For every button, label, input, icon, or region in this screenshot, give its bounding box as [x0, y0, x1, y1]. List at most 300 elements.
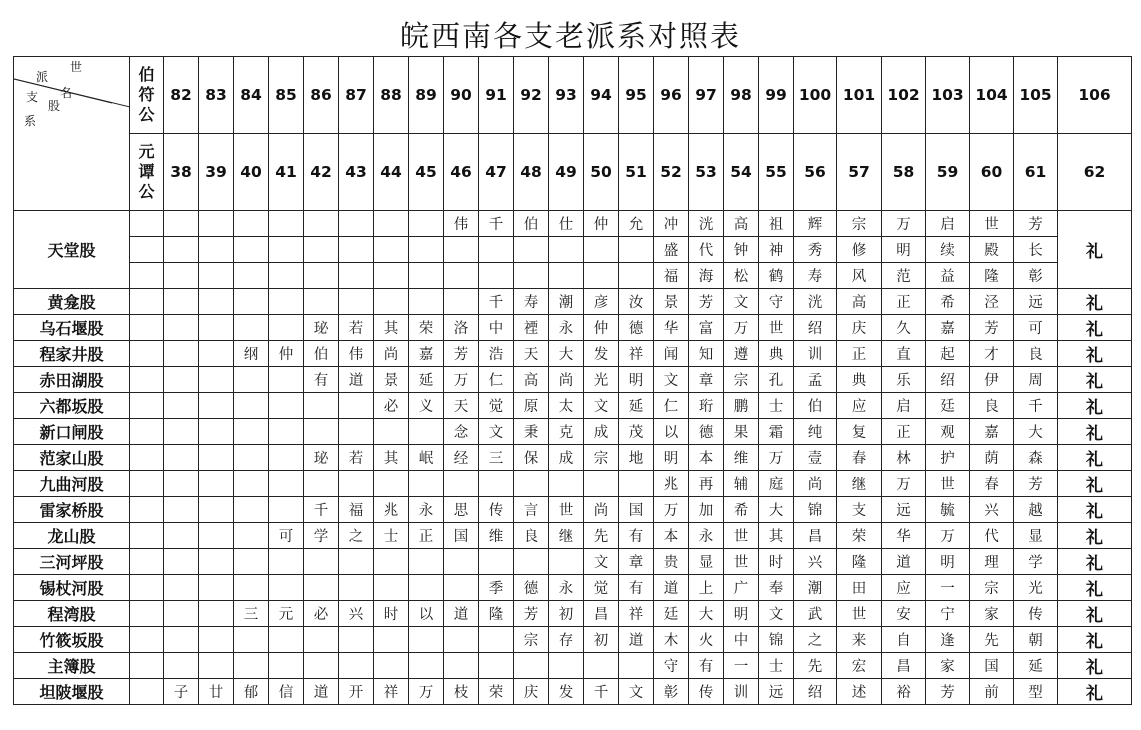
ancestor-yuantan-char: 元: [138, 142, 155, 161]
generation-name-cell: [304, 237, 339, 263]
generation-number-top: 95: [619, 57, 654, 134]
generation-name-cell: 范: [882, 263, 926, 289]
generation-number-bottom: 56: [794, 134, 837, 211]
generation-number-bottom: 45: [409, 134, 444, 211]
generation-name-cell: 传: [479, 497, 514, 523]
generation-name-cell: 以: [409, 601, 444, 627]
generation-name-cell: [304, 289, 339, 315]
generation-name-cell: [339, 653, 374, 679]
generation-name-cell: [164, 393, 199, 419]
generation-name-cell: 大: [1014, 419, 1058, 445]
generation-number-bottom: 60: [970, 134, 1014, 211]
generation-name-cell: 绍: [794, 679, 837, 705]
generation-106-cell: 礼: [1058, 367, 1132, 393]
generation-name-cell: 世: [837, 601, 882, 627]
generation-name-cell: [199, 601, 234, 627]
generation-name-cell: 宗: [724, 367, 759, 393]
generation-name-cell: 盛: [654, 237, 689, 263]
generation-name-cell: [409, 211, 444, 237]
generation-name-cell: [304, 211, 339, 237]
generation-name-cell: 万: [759, 445, 794, 471]
generation-name-cell: 有: [619, 523, 654, 549]
generation-name-cell: 可: [269, 523, 304, 549]
generation-name-cell: 松: [724, 263, 759, 289]
generation-number-top: 93: [549, 57, 584, 134]
generation-name-cell: 开: [339, 679, 374, 705]
generation-number-top: 102: [882, 57, 926, 134]
ancestor-bofu-char: 伯: [138, 65, 155, 84]
generation-name-cell: 起: [926, 341, 970, 367]
generation-106-cell: 礼: [1058, 575, 1132, 601]
generation-name-cell: 三: [479, 445, 514, 471]
generation-name-cell: [199, 497, 234, 523]
generation-name-cell: 上: [689, 575, 724, 601]
generation-name-cell: 道: [304, 679, 339, 705]
generation-name-cell: 正: [837, 341, 882, 367]
generation-name-cell: [164, 601, 199, 627]
generation-name-cell: [549, 471, 584, 497]
generation-name-cell: 伯: [794, 393, 837, 419]
generation-name-cell: [234, 419, 269, 445]
generation-name-cell: [234, 523, 269, 549]
generation-name-cell: [409, 289, 444, 315]
generation-name-cell: 福: [339, 497, 374, 523]
generation-number-bottom: 54: [724, 134, 759, 211]
generation-name-cell: 保: [514, 445, 549, 471]
generation-name-cell: [444, 627, 479, 653]
generation-name-cell: [164, 315, 199, 341]
generation-name-cell: [199, 419, 234, 445]
generation-name-cell: 伯: [514, 211, 549, 237]
generation-name-cell: 海: [689, 263, 724, 289]
corner-label-zhi: 支: [26, 90, 39, 104]
generation-name-cell: 道: [619, 627, 654, 653]
generation-name-cell: 永: [549, 575, 584, 601]
generation-name-cell: [374, 627, 409, 653]
generation-name-cell: [584, 653, 619, 679]
generation-name-cell: [234, 211, 269, 237]
generation-name-cell: [199, 653, 234, 679]
generation-name-cell: [269, 211, 304, 237]
generation-name-cell: 经: [444, 445, 479, 471]
ancestor-spacer-cell: [130, 367, 164, 393]
generation-name-cell: 先: [584, 523, 619, 549]
generation-name-cell: 一: [926, 575, 970, 601]
generation-name-cell: 祥: [619, 341, 654, 367]
generation-name-cell: [304, 653, 339, 679]
generation-name-cell: 荫: [970, 445, 1014, 471]
generation-name-cell: [164, 549, 199, 575]
generation-name-cell: 周: [1014, 367, 1058, 393]
generation-name-cell: 华: [882, 523, 926, 549]
generation-name-cell: [164, 289, 199, 315]
generation-name-cell: [269, 419, 304, 445]
generation-name-cell: 寿: [514, 289, 549, 315]
generation-name-cell: [444, 471, 479, 497]
generation-name-cell: 国: [444, 523, 479, 549]
generation-name-cell: [374, 237, 409, 263]
generation-name-cell: 毓: [926, 497, 970, 523]
ancestor-spacer-cell: [130, 419, 164, 445]
generation-number-bottom: 52: [654, 134, 689, 211]
generation-name-cell: 孟: [794, 367, 837, 393]
generation-name-cell: [549, 263, 584, 289]
table-row: [14, 653, 1132, 679]
generation-number-bottom: 41: [269, 134, 304, 211]
generation-number-bottom: 57: [837, 134, 882, 211]
generation-name-cell: [374, 289, 409, 315]
generation-name-cell: 念: [444, 419, 479, 445]
generation-name-cell: 世: [549, 497, 584, 523]
generation-name-cell: [164, 523, 199, 549]
branch-name: 程家井股: [14, 341, 130, 367]
generation-name-cell: [269, 237, 304, 263]
generation-name-cell: [269, 367, 304, 393]
generation-name-cell: [269, 471, 304, 497]
generation-name-cell: [304, 263, 339, 289]
generation-name-cell: 原: [514, 393, 549, 419]
generation-number-bottom-last: 62: [1058, 134, 1132, 211]
branch-name: 六都坂股: [14, 393, 130, 419]
generation-name-cell: [514, 653, 549, 679]
generation-name-cell: 绍: [794, 315, 837, 341]
generation-name-cell: [269, 575, 304, 601]
branch-name: 主簿股: [14, 653, 130, 679]
generation-name-cell: 宗: [837, 211, 882, 237]
generation-number-top: 87: [339, 57, 374, 134]
generation-name-cell: [199, 315, 234, 341]
generation-name-cell: [234, 393, 269, 419]
generation-name-cell: [549, 653, 584, 679]
generation-name-cell: 钟: [724, 237, 759, 263]
corner-header-cell: [14, 57, 130, 211]
generation-name-cell: 火: [689, 627, 724, 653]
generation-number-bottom: 49: [549, 134, 584, 211]
generation-name-cell: 宏: [837, 653, 882, 679]
generation-name-cell: 壹: [794, 445, 837, 471]
generation-name-cell: 明: [654, 445, 689, 471]
generation-name-cell: 万: [409, 679, 444, 705]
generation-name-cell: 典: [759, 341, 794, 367]
generation-name-cell: 再: [689, 471, 724, 497]
ancestor-bofu-char: 公: [138, 105, 155, 124]
generation-name-cell: 文: [584, 549, 619, 575]
generation-name-cell: 之: [794, 627, 837, 653]
generation-name-cell: 裕: [882, 679, 926, 705]
generation-name-cell: 泾: [970, 289, 1014, 315]
table-row: [14, 393, 1132, 419]
generation-106-cell: 礼: [1058, 393, 1132, 419]
generation-name-cell: [304, 393, 339, 419]
generation-name-cell: 昌: [584, 601, 619, 627]
generation-name-cell: 殿: [970, 237, 1014, 263]
ancestor-spacer-cell: [130, 471, 164, 497]
generation-name-cell: 万: [444, 367, 479, 393]
generation-name-cell: 大: [759, 497, 794, 523]
branch-name: 乌石堰股: [14, 315, 130, 341]
generation-name-cell: 隆: [837, 549, 882, 575]
generation-106-cell: 礼: [1058, 211, 1132, 289]
generation-name-cell: 明: [882, 237, 926, 263]
generation-name-cell: 太: [549, 393, 584, 419]
generation-number-bottom: 51: [619, 134, 654, 211]
generation-name-cell: 世: [724, 549, 759, 575]
generation-name-cell: 荣: [409, 315, 444, 341]
generation-106-cell: 礼: [1058, 497, 1132, 523]
generation-name-cell: 万: [654, 497, 689, 523]
generation-name-cell: 鹏: [724, 393, 759, 419]
generation-name-cell: 显: [1014, 523, 1058, 549]
generation-name-cell: 初: [549, 601, 584, 627]
generation-name-cell: [514, 549, 549, 575]
generation-name-cell: [514, 263, 549, 289]
generation-name-cell: 永: [689, 523, 724, 549]
generation-name-cell: 存: [549, 627, 584, 653]
generation-number-bottom: 59: [926, 134, 970, 211]
generation-number-bottom: 42: [304, 134, 339, 211]
generation-name-cell: 乐: [882, 367, 926, 393]
generation-name-cell: 正: [409, 523, 444, 549]
generation-number-top: 97: [689, 57, 724, 134]
generation-name-cell: 奉: [759, 575, 794, 601]
generation-name-cell: 冲: [654, 211, 689, 237]
generation-number-bottom: 48: [514, 134, 549, 211]
generation-name-cell: 言: [514, 497, 549, 523]
generation-name-cell: 贵: [654, 549, 689, 575]
generation-name-cell: [234, 497, 269, 523]
generation-name-cell: [234, 367, 269, 393]
generation-name-cell: 守: [759, 289, 794, 315]
generation-name-cell: 闻: [654, 341, 689, 367]
generation-name-cell: [199, 211, 234, 237]
generation-name-cell: 秀: [794, 237, 837, 263]
generation-name-cell: [409, 263, 444, 289]
generation-106-cell: 礼: [1058, 341, 1132, 367]
generation-name-cell: 有: [304, 367, 339, 393]
generation-name-cell: 复: [837, 419, 882, 445]
generation-name-cell: 荣: [837, 523, 882, 549]
generation-name-cell: 家: [970, 601, 1014, 627]
generation-name-cell: 德: [689, 419, 724, 445]
table-row: [14, 497, 1132, 523]
generation-name-cell: 光: [584, 367, 619, 393]
generation-name-cell: 锦: [794, 497, 837, 523]
generation-name-cell: 富: [689, 315, 724, 341]
generation-name-cell: 伊: [970, 367, 1014, 393]
generation-name-cell: [304, 419, 339, 445]
generation-name-cell: 高: [837, 289, 882, 315]
generation-name-cell: 益: [926, 263, 970, 289]
generation-name-cell: 鹤: [759, 263, 794, 289]
generation-name-cell: 道: [339, 367, 374, 393]
generation-number-bottom: 46: [444, 134, 479, 211]
generation-name-cell: 珌: [304, 445, 339, 471]
generation-name-cell: [584, 263, 619, 289]
generation-name-cell: 继: [837, 471, 882, 497]
generation-106-cell: 礼: [1058, 523, 1132, 549]
header-row-ancestor-yuantan: [14, 134, 1132, 211]
generation-name-cell: 尚: [794, 471, 837, 497]
generation-name-cell: [444, 263, 479, 289]
generation-name-cell: [234, 445, 269, 471]
generation-name-cell: 风: [837, 263, 882, 289]
generation-name-cell: 允: [619, 211, 654, 237]
generation-name-cell: [164, 419, 199, 445]
generation-name-cell: [444, 289, 479, 315]
ancestor-spacer-cell: [130, 263, 164, 289]
generation-number-bottom: 47: [479, 134, 514, 211]
generation-name-cell: 支: [837, 497, 882, 523]
generation-name-cell: [374, 211, 409, 237]
generation-name-cell: 安: [882, 601, 926, 627]
generation-name-cell: 守: [654, 653, 689, 679]
generation-name-cell: 其: [374, 445, 409, 471]
branch-name: 天堂股: [14, 211, 130, 289]
generation-name-cell: [304, 627, 339, 653]
generation-name-cell: 景: [654, 289, 689, 315]
generation-name-cell: 先: [970, 627, 1014, 653]
generation-106-cell: 礼: [1058, 601, 1132, 627]
table-row: [14, 471, 1132, 497]
generation-name-cell: 地: [619, 445, 654, 471]
generation-name-cell: [409, 653, 444, 679]
generation-name-cell: [584, 237, 619, 263]
generation-name-cell: 高: [724, 211, 759, 237]
generation-name-cell: 成: [549, 445, 584, 471]
generation-name-cell: 克: [549, 419, 584, 445]
generation-name-cell: [619, 237, 654, 263]
generation-name-cell: 祖: [759, 211, 794, 237]
generation-name-cell: [199, 237, 234, 263]
branch-name: 三河坪股: [14, 549, 130, 575]
generation-name-cell: 尚: [374, 341, 409, 367]
generation-name-cell: 万: [926, 523, 970, 549]
generation-name-cell: 嘉: [970, 419, 1014, 445]
generation-name-cell: 彰: [654, 679, 689, 705]
generation-number-bottom: 50: [584, 134, 619, 211]
ancestor-spacer-cell: [130, 393, 164, 419]
generation-name-cell: 仁: [479, 367, 514, 393]
generation-name-cell: [199, 263, 234, 289]
generation-name-cell: 大: [689, 601, 724, 627]
generation-name-cell: 有: [619, 575, 654, 601]
generation-name-cell: 辅: [724, 471, 759, 497]
generation-name-cell: [374, 653, 409, 679]
generation-name-cell: 传: [1014, 601, 1058, 627]
generation-number-bottom: 43: [339, 134, 374, 211]
generation-number-top: 105: [1014, 57, 1058, 134]
generation-name-cell: 良: [970, 393, 1014, 419]
branch-name: 锡杖河股: [14, 575, 130, 601]
generation-name-cell: [234, 627, 269, 653]
generation-name-cell: 三: [234, 601, 269, 627]
page-title: 皖西南各支老派系对照表: [399, 19, 741, 53]
generation-106-cell: 礼: [1058, 471, 1132, 497]
generation-number-top: 94: [584, 57, 619, 134]
generation-name-cell: 远: [759, 679, 794, 705]
generation-number-top: 85: [269, 57, 304, 134]
generation-name-cell: 时: [759, 549, 794, 575]
table-row: [14, 549, 1132, 575]
generation-name-cell: 中: [724, 627, 759, 653]
generation-name-cell: 万: [724, 315, 759, 341]
ancestor-spacer-cell: [130, 523, 164, 549]
corner-label-gu: 股: [48, 99, 61, 113]
generation-name-cell: 国: [619, 497, 654, 523]
branch-name: 赤田湖股: [14, 367, 130, 393]
generation-name-cell: 远: [882, 497, 926, 523]
generation-name-cell: 果: [724, 419, 759, 445]
generation-number-top: 100: [794, 57, 837, 134]
generation-name-cell: 永: [549, 315, 584, 341]
generation-name-cell: 越: [1014, 497, 1058, 523]
generation-number-top: 86: [304, 57, 339, 134]
generation-name-cell: [234, 315, 269, 341]
generation-name-cell: 应: [882, 575, 926, 601]
generation-number-top: 103: [926, 57, 970, 134]
generation-name-cell: 永: [409, 497, 444, 523]
generation-name-cell: 型: [1014, 679, 1058, 705]
generation-name-cell: 一: [724, 653, 759, 679]
branch-name: 程湾股: [14, 601, 130, 627]
generation-number-bottom: 55: [759, 134, 794, 211]
generation-name-cell: 天: [514, 341, 549, 367]
generation-name-cell: 宗: [514, 627, 549, 653]
generation-name-cell: 知: [689, 341, 724, 367]
generation-name-cell: 应: [837, 393, 882, 419]
generation-name-cell: [339, 237, 374, 263]
generation-name-cell: [304, 549, 339, 575]
generation-name-cell: 文: [759, 601, 794, 627]
ancestor-spacer-cell: [130, 445, 164, 471]
branch-name: 雷家桥股: [14, 497, 130, 523]
generation-name-cell: 显: [689, 549, 724, 575]
generation-name-cell: [199, 471, 234, 497]
ancestor-spacer-cell: [130, 237, 164, 263]
generation-name-cell: 锦: [759, 627, 794, 653]
generation-name-cell: 纲: [234, 341, 269, 367]
corner-label-shi: 世: [70, 60, 83, 74]
generation-name-cell: 郁: [234, 679, 269, 705]
generation-name-cell: 道: [882, 549, 926, 575]
ancestor-spacer-cell: [130, 627, 164, 653]
generation-name-cell: [444, 237, 479, 263]
generation-name-cell: [479, 549, 514, 575]
generation-name-cell: 世: [759, 315, 794, 341]
generation-name-cell: [164, 341, 199, 367]
generation-name-cell: [374, 263, 409, 289]
generation-name-cell: [339, 471, 374, 497]
generation-name-cell: 木: [654, 627, 689, 653]
generation-name-cell: 广: [724, 575, 759, 601]
generation-name-cell: 世: [926, 471, 970, 497]
generation-name-cell: 景: [374, 367, 409, 393]
generation-number-top: 104: [970, 57, 1014, 134]
generation-name-cell: 启: [882, 393, 926, 419]
generation-name-cell: [234, 263, 269, 289]
generation-name-cell: 可: [1014, 315, 1058, 341]
generation-name-cell: 继: [549, 523, 584, 549]
generation-name-cell: [304, 575, 339, 601]
ancestor-spacer-cell: [130, 341, 164, 367]
generation-name-cell: 千: [584, 679, 619, 705]
generation-name-cell: [199, 393, 234, 419]
generation-name-cell: [199, 367, 234, 393]
generation-name-cell: 彦: [584, 289, 619, 315]
generation-name-cell: [444, 575, 479, 601]
generation-name-cell: 华: [654, 315, 689, 341]
generation-name-cell: 兴: [339, 601, 374, 627]
